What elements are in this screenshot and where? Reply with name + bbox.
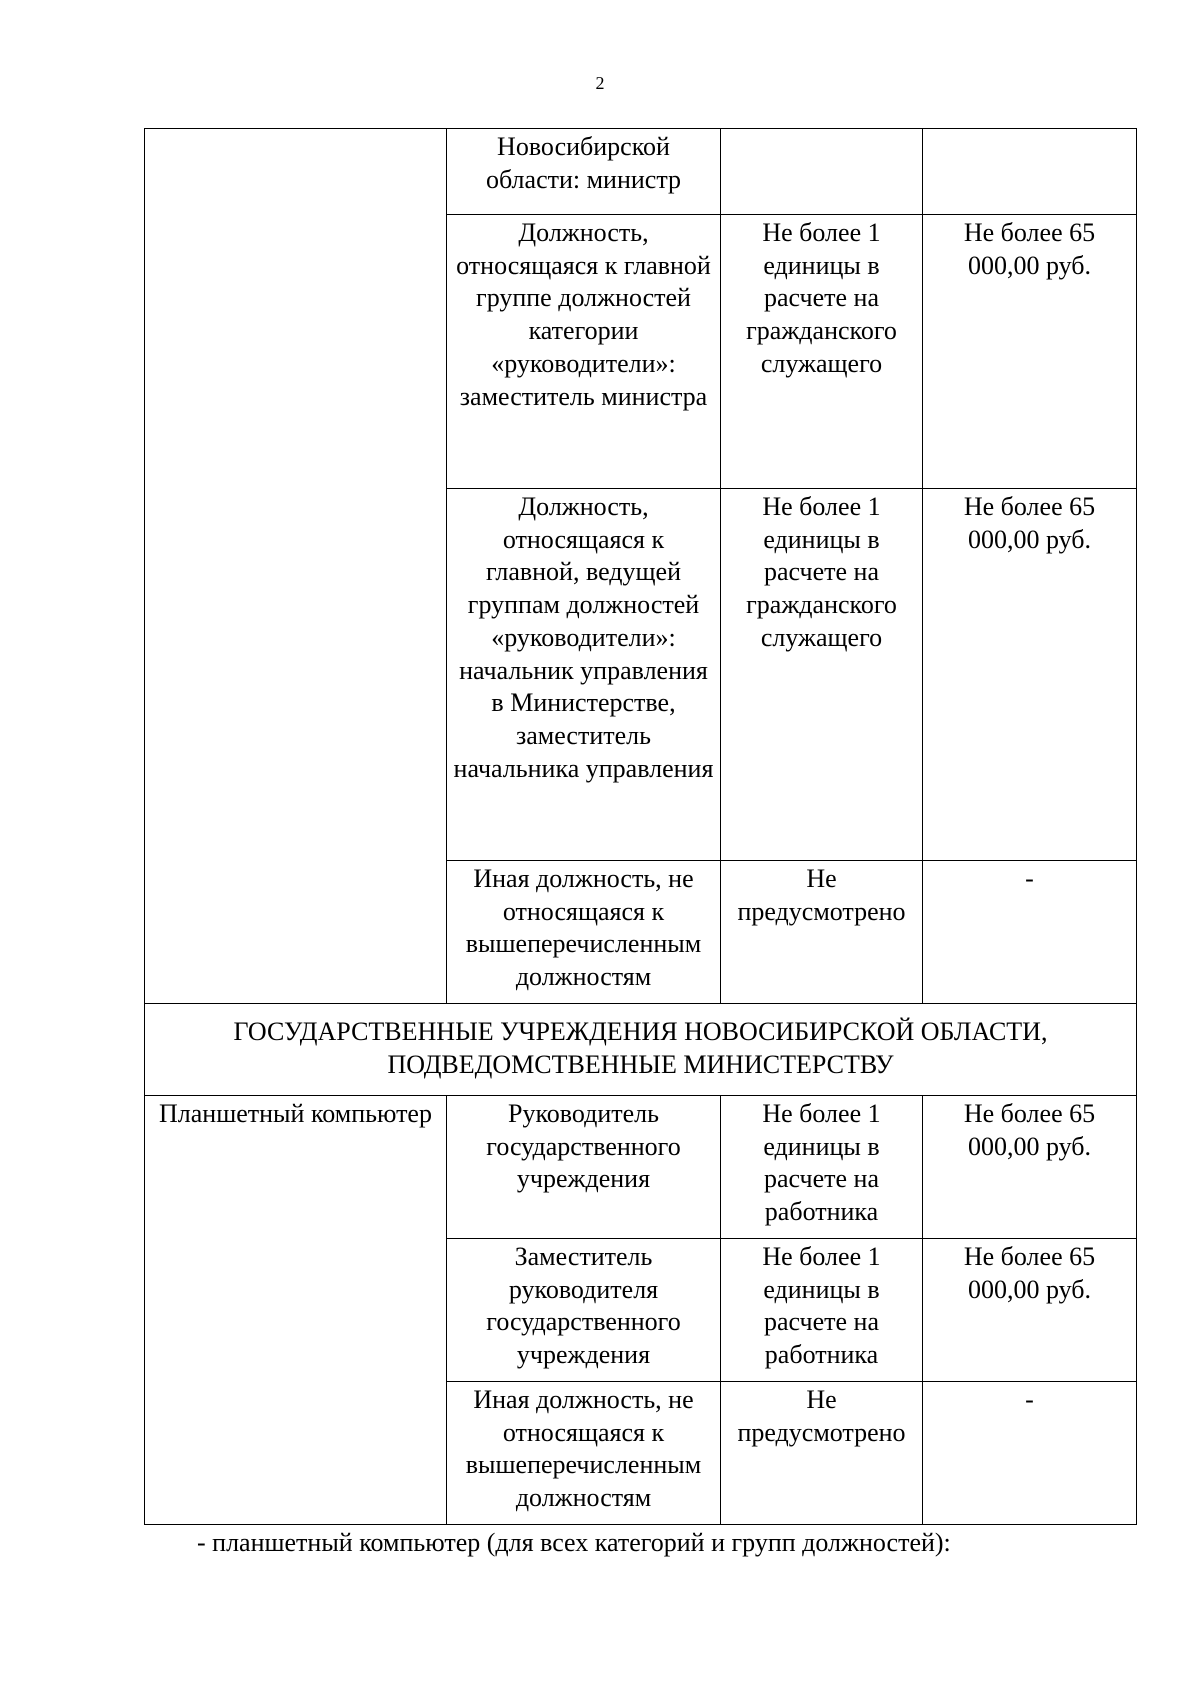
position-cell: Новосибирской области: министр	[447, 129, 721, 215]
price-cell: Не более 65 000,00 руб.	[923, 215, 1137, 489]
position-cell: Иная должность, не относящаяся к вышеперечисленным должностям	[447, 861, 721, 1004]
quantity-cell: Не более 1 единицы в расчете на гражданского служащего	[721, 489, 923, 861]
position-cell: Должность, относящаяся к главной группе должностей категории «руководители»: заместитель министра	[447, 215, 721, 489]
table-row	[145, 129, 1137, 215]
quantity-cell: Не предусмотрено	[721, 1382, 923, 1525]
quantity-cell: Не более 1 единицы в расчете на гражданского служащего	[721, 215, 923, 489]
norms-table	[144, 128, 1137, 1525]
position-cell: Иная должность, не относящаяся к вышеперечисленным должностям	[447, 1382, 721, 1525]
quantity-cell: Не предусмотрено	[721, 861, 923, 1004]
quantity-cell: Не более 1 единицы в расчете на работника	[721, 1096, 923, 1239]
price-cell: Не более 65 000,00 руб.	[923, 1239, 1137, 1382]
item-cell: Планшетный компьютер	[145, 1096, 447, 1525]
section-heading-row	[145, 1004, 1137, 1096]
quantity-cell	[721, 129, 923, 215]
price-cell: -	[923, 1382, 1137, 1525]
price-cell: Не более 65 000,00 руб.	[923, 489, 1137, 861]
footnote-text: - планшетный компьютер (для всех категорий и групп должностей):	[197, 1528, 951, 1557]
position-cell: Заместитель руководителя государственного учреждения	[447, 1239, 721, 1382]
price-cell	[923, 129, 1137, 215]
price-cell: Не более 65 000,00 руб.	[923, 1096, 1137, 1239]
section-heading: ГОСУДАРСТВЕННЫЕ УЧРЕЖДЕНИЯ НОВОСИБИРСКОЙ ОБЛАСТИ, ПОДВЕДОМСТВЕННЫЕ МИНИСТЕРСТВУ	[145, 1004, 1137, 1096]
item-cell	[145, 129, 447, 1004]
quantity-cell: Не более 1 единицы в расчете на работника	[721, 1239, 923, 1382]
price-cell: -	[923, 861, 1137, 1004]
position-cell: Руководитель государственного учреждения	[447, 1096, 721, 1239]
page-number: 2	[595, 73, 605, 93]
position-cell: Должность, относящаяся к главной, ведущей группам должностей «руководители»: начальник управления в Министерстве, заместитель начальника управления	[447, 489, 721, 861]
table-row	[145, 1096, 1137, 1239]
